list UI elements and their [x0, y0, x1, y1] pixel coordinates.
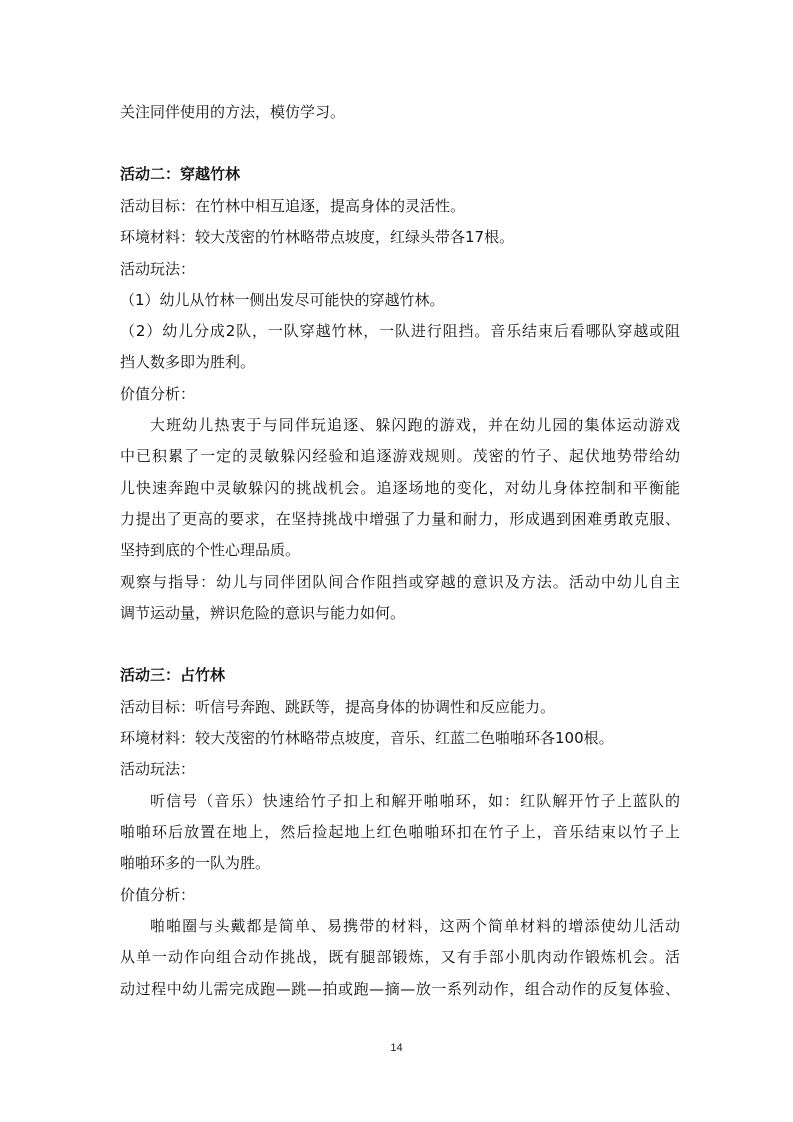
text-line: 坚持到底的个性心理品质。 — [120, 541, 301, 559]
text-line: 活动玩法： — [120, 760, 196, 778]
text-line: 环境材料：较大茂密的竹林略带点坡度，音乐、红蓝二色啪啪环各100根。 — [120, 729, 614, 747]
text-line: 啪啪圈与头戴都是简单、易携带的材料，这两个简单材料的增添使幼儿活动 — [150, 917, 680, 935]
page-number: 14 — [390, 1042, 403, 1054]
text-line: 调节运动量，辨识危险的意识与能力如何。 — [120, 604, 406, 622]
text-line: 中已积累了一定的灵敏躲闪经验和追逐游戏规则。茂密的竹子、起伏地势带给幼 — [120, 447, 680, 465]
text-line: 观察与指导：幼儿与同伴团队间合作阻挡或穿越的意识及方法。活动中幼儿自主 — [120, 573, 680, 591]
text-line: 动过程中幼儿需完成跑—跳—拍或跑—摘—放一系列动作，组合动作的反复体验、 — [120, 980, 680, 998]
section-heading: 活动三：占竹林 — [120, 666, 226, 684]
text-line: 力提出了更高的要求，在坚持挑战中增强了力量和耐力，形成遇到困难勇敢克服、 — [120, 510, 680, 528]
text-line: 价值分析： — [120, 886, 196, 904]
text-line: 价值分析： — [120, 385, 196, 403]
text-line: 大班幼儿热衷于与同伴玩追逐、躲闪跑的游戏，并在幼儿园的集体运动游戏 — [150, 416, 680, 434]
text-line: 挡人数多即为胜利。 — [120, 353, 256, 371]
text-line: 啪啪环后放置在地上，然后捡起地上红色啪啪环扣在竹子上，音乐结束以竹子上 — [120, 823, 680, 841]
text-line: 儿快速奔跑中灵敏躲闪的挑战机会。追逐场地的变化，对幼儿身体控制和平衡能 — [120, 479, 680, 497]
text-line: （1）幼儿从竹林一侧出发尽可能快的穿越竹林。 — [120, 291, 445, 309]
text-line: 啪啪环多的一队为胜。 — [120, 854, 271, 872]
text-line: 环境材料：较大茂密的竹林略带点坡度，红绿头带各17根。 — [120, 228, 515, 246]
text-line: 关注同伴使用的方法，模仿学习。 — [120, 103, 346, 121]
text-line: 活动目标：听信号奔跑、跳跃等，提高身体的协调性和反应能力。 — [120, 698, 556, 716]
text-line: 听信号（音乐）快速给竹子扣上和解开啪啪环，如：红队解开竹子上蓝队的 — [150, 792, 680, 810]
text-line: 活动目标：在竹林中相互追逐，提高身体的灵活性。 — [120, 197, 466, 215]
text-line: （2）幼儿分成2队，一队穿越竹林，一队进行阻挡。音乐结束后看哪队穿越或阻 — [120, 322, 680, 340]
text-line: 活动玩法： — [120, 260, 196, 278]
text-line: 从单一动作向组合动作挑战，既有腿部锻炼，又有手部小肌肉动作锻炼机会。活 — [120, 948, 680, 966]
section-heading: 活动二：穿越竹林 — [120, 165, 241, 183]
